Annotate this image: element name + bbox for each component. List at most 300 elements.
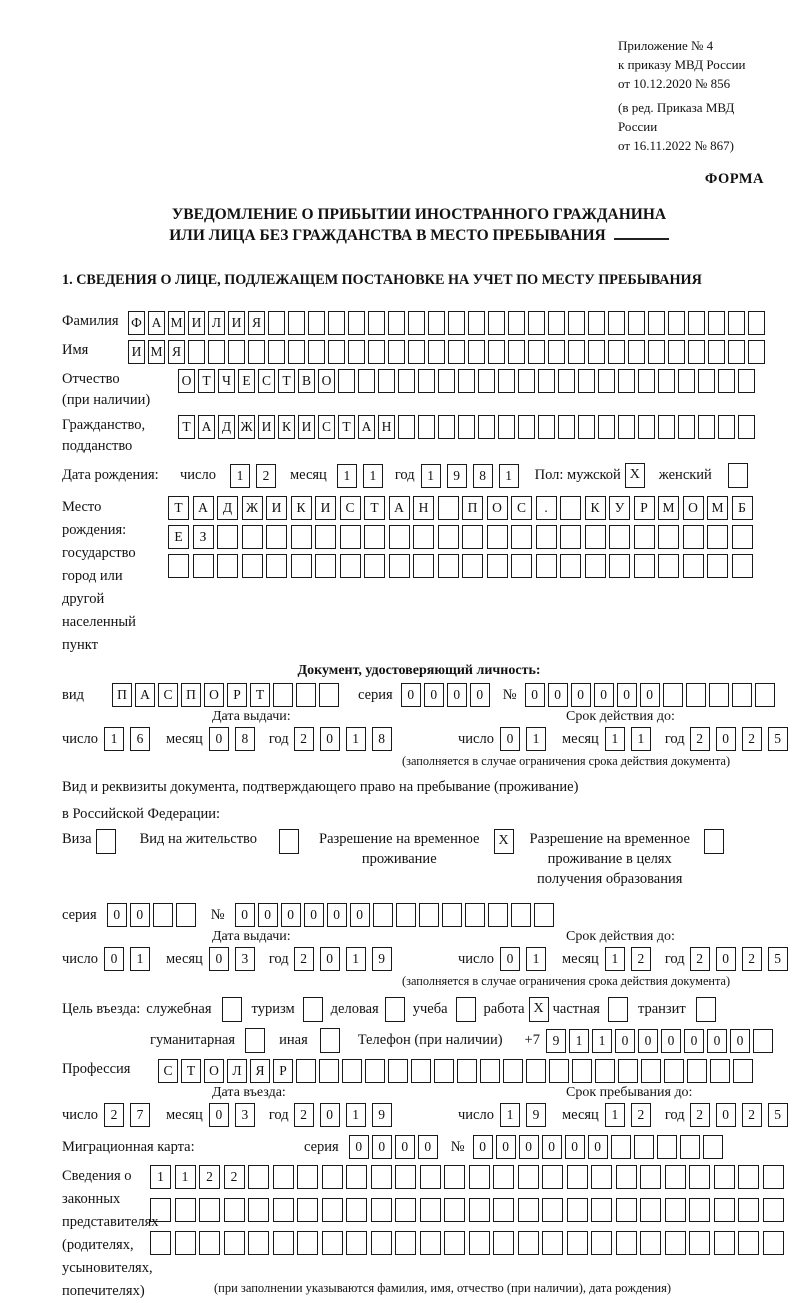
- char-box[interactable]: [528, 311, 545, 335]
- char-box[interactable]: [342, 1059, 362, 1083]
- char-box[interactable]: 2: [742, 1103, 762, 1127]
- char-box[interactable]: Т: [198, 369, 215, 393]
- char-box[interactable]: [428, 340, 445, 364]
- char-box[interactable]: А: [358, 415, 375, 439]
- purpose-tranzit-checkbox[interactable]: [696, 997, 716, 1022]
- char-box[interactable]: 1: [230, 464, 250, 488]
- char-box[interactable]: 0: [209, 1103, 229, 1127]
- char-box[interactable]: [493, 1231, 514, 1255]
- char-box[interactable]: Я: [250, 1059, 270, 1083]
- char-box[interactable]: [708, 311, 725, 335]
- purpose-gumanitarnaya-checkbox[interactable]: [245, 1028, 265, 1053]
- char-box[interactable]: 1: [526, 727, 546, 751]
- char-box[interactable]: [288, 311, 305, 335]
- residence-permit-checkbox[interactable]: [279, 829, 299, 854]
- char-box[interactable]: [609, 554, 630, 578]
- visa-checkbox[interactable]: [96, 829, 116, 854]
- char-box[interactable]: Ч: [218, 369, 235, 393]
- char-box[interactable]: [708, 340, 725, 364]
- char-box[interactable]: [248, 1165, 269, 1189]
- char-box[interactable]: [478, 415, 495, 439]
- char-box[interactable]: [648, 340, 665, 364]
- char-box[interactable]: Д: [218, 415, 235, 439]
- purpose-sluzhebnaya-checkbox[interactable]: [222, 997, 242, 1022]
- char-box[interactable]: [518, 1198, 539, 1222]
- char-box[interactable]: С: [158, 683, 178, 707]
- char-box[interactable]: [511, 554, 532, 578]
- char-box[interactable]: [548, 340, 565, 364]
- char-box[interactable]: 2: [104, 1103, 124, 1127]
- char-box[interactable]: [498, 415, 515, 439]
- char-box[interactable]: 0: [588, 1135, 608, 1159]
- char-box[interactable]: Ф: [128, 311, 145, 335]
- char-box[interactable]: П: [181, 683, 201, 707]
- char-box[interactable]: 1: [605, 1103, 625, 1127]
- char-box[interactable]: 5: [768, 947, 788, 971]
- char-box[interactable]: 2: [199, 1165, 220, 1189]
- char-box[interactable]: [273, 1198, 294, 1222]
- char-box[interactable]: [395, 1231, 416, 1255]
- char-box[interactable]: [248, 1231, 269, 1255]
- char-box[interactable]: [348, 311, 365, 335]
- char-box[interactable]: [568, 340, 585, 364]
- char-box[interactable]: [288, 340, 305, 364]
- char-box[interactable]: [297, 1198, 318, 1222]
- char-box[interactable]: [442, 903, 462, 927]
- char-box[interactable]: [634, 554, 655, 578]
- char-box[interactable]: [658, 415, 675, 439]
- char-box[interactable]: [748, 311, 765, 335]
- char-box[interactable]: 0: [104, 947, 124, 971]
- char-box[interactable]: [328, 311, 345, 335]
- char-box[interactable]: [640, 1165, 661, 1189]
- char-box[interactable]: [560, 525, 581, 549]
- char-box[interactable]: [493, 1165, 514, 1189]
- temp-permit-edu-checkbox[interactable]: [704, 829, 724, 854]
- char-box[interactable]: [689, 1231, 710, 1255]
- char-box[interactable]: [611, 1135, 631, 1159]
- char-box[interactable]: [668, 340, 685, 364]
- char-box[interactable]: [658, 525, 679, 549]
- sex-female-checkbox[interactable]: [728, 463, 748, 488]
- char-box[interactable]: Л: [208, 311, 225, 335]
- char-box[interactable]: [728, 340, 745, 364]
- char-box[interactable]: 0: [496, 1135, 516, 1159]
- char-box[interactable]: [641, 1059, 661, 1083]
- char-box[interactable]: [714, 1165, 735, 1189]
- char-box[interactable]: [664, 1059, 684, 1083]
- char-box[interactable]: [444, 1198, 465, 1222]
- char-box[interactable]: [738, 1231, 759, 1255]
- char-box[interactable]: Я: [168, 340, 185, 364]
- char-box[interactable]: 0: [500, 727, 520, 751]
- char-box[interactable]: С: [340, 496, 361, 520]
- char-box[interactable]: И: [128, 340, 145, 364]
- char-box[interactable]: [364, 554, 385, 578]
- char-box[interactable]: [738, 415, 755, 439]
- char-box[interactable]: О: [204, 683, 224, 707]
- char-box[interactable]: [665, 1198, 686, 1222]
- char-box[interactable]: [291, 554, 312, 578]
- char-box[interactable]: [322, 1165, 343, 1189]
- char-box[interactable]: [686, 683, 706, 707]
- char-box[interactable]: [738, 1198, 759, 1222]
- char-box[interactable]: [428, 311, 445, 335]
- char-box[interactable]: [707, 554, 728, 578]
- char-box[interactable]: 0: [209, 727, 229, 751]
- char-box[interactable]: [616, 1165, 637, 1189]
- char-box[interactable]: [487, 525, 508, 549]
- char-box[interactable]: М: [658, 496, 679, 520]
- char-box[interactable]: [308, 311, 325, 335]
- char-box[interactable]: 2: [294, 1103, 314, 1127]
- sex-male-checkbox[interactable]: X: [625, 463, 645, 488]
- char-box[interactable]: [175, 1198, 196, 1222]
- char-box[interactable]: 0: [320, 947, 340, 971]
- char-box[interactable]: [683, 554, 704, 578]
- char-box[interactable]: [678, 369, 695, 393]
- char-box[interactable]: Т: [181, 1059, 201, 1083]
- char-box[interactable]: [618, 1059, 638, 1083]
- char-box[interactable]: 8: [473, 464, 493, 488]
- char-box[interactable]: [315, 554, 336, 578]
- char-box[interactable]: К: [291, 496, 312, 520]
- char-box[interactable]: [578, 369, 595, 393]
- char-box[interactable]: [458, 415, 475, 439]
- char-box[interactable]: [462, 525, 483, 549]
- char-box[interactable]: 0: [661, 1029, 681, 1053]
- char-box[interactable]: [388, 340, 405, 364]
- char-box[interactable]: 2: [631, 1103, 651, 1127]
- char-box[interactable]: Л: [227, 1059, 247, 1083]
- char-box[interactable]: [308, 340, 325, 364]
- char-box[interactable]: [718, 415, 735, 439]
- char-box[interactable]: [217, 525, 238, 549]
- char-box[interactable]: [444, 1165, 465, 1189]
- char-box[interactable]: [199, 1198, 220, 1222]
- char-box[interactable]: [248, 1198, 269, 1222]
- char-box[interactable]: 1: [500, 1103, 520, 1127]
- char-box[interactable]: [188, 340, 205, 364]
- char-box[interactable]: 0: [372, 1135, 392, 1159]
- char-box[interactable]: 1: [363, 464, 383, 488]
- char-box[interactable]: [526, 1059, 546, 1083]
- char-box[interactable]: 2: [224, 1165, 245, 1189]
- char-box[interactable]: [488, 311, 505, 335]
- char-box[interactable]: [528, 340, 545, 364]
- char-box[interactable]: [511, 525, 532, 549]
- char-box[interactable]: 2: [294, 947, 314, 971]
- purpose-turizm-checkbox[interactable]: [303, 997, 323, 1022]
- char-box[interactable]: 0: [500, 947, 520, 971]
- char-box[interactable]: [368, 311, 385, 335]
- char-box[interactable]: И: [298, 415, 315, 439]
- char-box[interactable]: [395, 1198, 416, 1222]
- char-box[interactable]: Е: [238, 369, 255, 393]
- char-box[interactable]: 0: [395, 1135, 415, 1159]
- char-box[interactable]: Т: [278, 369, 295, 393]
- char-box[interactable]: П: [462, 496, 483, 520]
- char-box[interactable]: [698, 415, 715, 439]
- char-box[interactable]: [518, 415, 535, 439]
- char-box[interactable]: 0: [571, 683, 591, 707]
- char-box[interactable]: 1: [526, 947, 546, 971]
- char-box[interactable]: [714, 1231, 735, 1255]
- char-box[interactable]: 9: [447, 464, 467, 488]
- char-box[interactable]: [348, 340, 365, 364]
- char-box[interactable]: [538, 415, 555, 439]
- char-box[interactable]: [755, 683, 775, 707]
- char-box[interactable]: [508, 311, 525, 335]
- char-box[interactable]: 2: [256, 464, 276, 488]
- purpose-rabota-checkbox[interactable]: X: [529, 997, 549, 1022]
- char-box[interactable]: [598, 369, 615, 393]
- char-box[interactable]: Р: [634, 496, 655, 520]
- char-box[interactable]: [508, 340, 525, 364]
- char-box[interactable]: 0: [418, 1135, 438, 1159]
- char-box[interactable]: [710, 1059, 730, 1083]
- char-box[interactable]: 0: [281, 903, 301, 927]
- char-box[interactable]: 8: [372, 727, 392, 751]
- char-box[interactable]: 8: [235, 727, 255, 751]
- char-box[interactable]: 5: [768, 1103, 788, 1127]
- char-box[interactable]: С: [158, 1059, 178, 1083]
- char-box[interactable]: [588, 340, 605, 364]
- char-box[interactable]: [628, 311, 645, 335]
- char-box[interactable]: К: [278, 415, 295, 439]
- char-box[interactable]: В: [298, 369, 315, 393]
- char-box[interactable]: [340, 525, 361, 549]
- char-box[interactable]: 1: [499, 464, 519, 488]
- char-box[interactable]: [296, 683, 316, 707]
- char-box[interactable]: Ж: [242, 496, 263, 520]
- char-box[interactable]: [273, 1231, 294, 1255]
- char-box[interactable]: 0: [424, 683, 444, 707]
- purpose-inaya-checkbox[interactable]: [320, 1028, 340, 1053]
- char-box[interactable]: 0: [730, 1029, 750, 1053]
- char-box[interactable]: 9: [372, 1103, 392, 1127]
- char-box[interactable]: 1: [605, 727, 625, 751]
- char-box[interactable]: [663, 683, 683, 707]
- char-box[interactable]: [322, 1231, 343, 1255]
- char-box[interactable]: Ж: [238, 415, 255, 439]
- char-box[interactable]: [732, 554, 753, 578]
- char-box[interactable]: [567, 1198, 588, 1222]
- char-box[interactable]: [588, 311, 605, 335]
- char-box[interactable]: [388, 1059, 408, 1083]
- char-box[interactable]: [368, 340, 385, 364]
- char-box[interactable]: 0: [209, 947, 229, 971]
- char-box[interactable]: [536, 525, 557, 549]
- char-box[interactable]: [315, 525, 336, 549]
- char-box[interactable]: 1: [175, 1165, 196, 1189]
- char-box[interactable]: [683, 525, 704, 549]
- char-box[interactable]: [340, 554, 361, 578]
- char-box[interactable]: [640, 1231, 661, 1255]
- char-box[interactable]: 2: [742, 727, 762, 751]
- char-box[interactable]: 0: [640, 683, 660, 707]
- char-box[interactable]: 0: [542, 1135, 562, 1159]
- temp-permit-checkbox[interactable]: X: [494, 829, 514, 854]
- char-box[interactable]: М: [148, 340, 165, 364]
- char-box[interactable]: [638, 415, 655, 439]
- char-box[interactable]: [668, 311, 685, 335]
- char-box[interactable]: 3: [235, 947, 255, 971]
- char-box[interactable]: [297, 1231, 318, 1255]
- char-box[interactable]: .: [536, 496, 557, 520]
- char-box[interactable]: [365, 1059, 385, 1083]
- char-box[interactable]: [175, 1231, 196, 1255]
- char-box[interactable]: [468, 340, 485, 364]
- char-box[interactable]: [448, 311, 465, 335]
- char-box[interactable]: [418, 415, 435, 439]
- char-box[interactable]: 1: [421, 464, 441, 488]
- char-box[interactable]: [493, 1198, 514, 1222]
- char-box[interactable]: [763, 1231, 784, 1255]
- char-box[interactable]: О: [204, 1059, 224, 1083]
- char-box[interactable]: 0: [470, 683, 490, 707]
- char-box[interactable]: [444, 1231, 465, 1255]
- char-box[interactable]: [560, 496, 581, 520]
- char-box[interactable]: [665, 1165, 686, 1189]
- char-box[interactable]: [568, 311, 585, 335]
- char-box[interactable]: 1: [130, 947, 150, 971]
- char-box[interactable]: 1: [346, 1103, 366, 1127]
- char-box[interactable]: [346, 1231, 367, 1255]
- char-box[interactable]: [438, 554, 459, 578]
- char-box[interactable]: З: [193, 525, 214, 549]
- char-box[interactable]: [609, 525, 630, 549]
- char-box[interactable]: [549, 1059, 569, 1083]
- char-box[interactable]: [616, 1198, 637, 1222]
- char-box[interactable]: Е: [168, 525, 189, 549]
- char-box[interactable]: 1: [104, 727, 124, 751]
- char-box[interactable]: [478, 369, 495, 393]
- char-box[interactable]: 0: [320, 1103, 340, 1127]
- char-box[interactable]: 0: [525, 683, 545, 707]
- char-box[interactable]: [322, 1198, 343, 1222]
- char-box[interactable]: С: [511, 496, 532, 520]
- char-box[interactable]: [168, 554, 189, 578]
- char-box[interactable]: [346, 1198, 367, 1222]
- char-box[interactable]: О: [487, 496, 508, 520]
- char-box[interactable]: [462, 554, 483, 578]
- char-box[interactable]: С: [318, 415, 335, 439]
- char-box[interactable]: [176, 903, 196, 927]
- char-box[interactable]: 0: [638, 1029, 658, 1053]
- char-box[interactable]: [657, 1135, 677, 1159]
- char-box[interactable]: [398, 369, 415, 393]
- char-box[interactable]: 2: [742, 947, 762, 971]
- char-box[interactable]: [150, 1198, 171, 1222]
- char-box[interactable]: [419, 903, 439, 927]
- char-box[interactable]: М: [168, 311, 185, 335]
- char-box[interactable]: 0: [130, 903, 150, 927]
- char-box[interactable]: 0: [615, 1029, 635, 1053]
- char-box[interactable]: 0: [349, 1135, 369, 1159]
- char-box[interactable]: 6: [130, 727, 150, 751]
- char-box[interactable]: [591, 1198, 612, 1222]
- char-box[interactable]: [273, 1165, 294, 1189]
- char-box[interactable]: 0: [107, 903, 127, 927]
- char-box[interactable]: 1: [337, 464, 357, 488]
- char-box[interactable]: [408, 340, 425, 364]
- char-box[interactable]: [438, 525, 459, 549]
- char-box[interactable]: [396, 903, 416, 927]
- char-box[interactable]: [319, 1059, 339, 1083]
- char-box[interactable]: 0: [447, 683, 467, 707]
- char-box[interactable]: 0: [258, 903, 278, 927]
- char-box[interactable]: 7: [130, 1103, 150, 1127]
- char-box[interactable]: [608, 311, 625, 335]
- char-box[interactable]: 0: [320, 727, 340, 751]
- char-box[interactable]: 2: [690, 1103, 710, 1127]
- char-box[interactable]: [389, 525, 410, 549]
- char-box[interactable]: [297, 1165, 318, 1189]
- char-box[interactable]: [411, 1059, 431, 1083]
- char-box[interactable]: Н: [413, 496, 434, 520]
- char-box[interactable]: 0: [707, 1029, 727, 1053]
- char-box[interactable]: [753, 1029, 773, 1053]
- purpose-delovaya-checkbox[interactable]: [385, 997, 405, 1022]
- char-box[interactable]: [585, 525, 606, 549]
- char-box[interactable]: [714, 1198, 735, 1222]
- char-box[interactable]: [398, 415, 415, 439]
- char-box[interactable]: 9: [546, 1029, 566, 1053]
- char-box[interactable]: [738, 1165, 759, 1189]
- char-box[interactable]: [469, 1198, 490, 1222]
- char-box[interactable]: [618, 415, 635, 439]
- char-box[interactable]: Я: [248, 311, 265, 335]
- char-box[interactable]: [738, 369, 755, 393]
- char-box[interactable]: [346, 1165, 367, 1189]
- char-box[interactable]: А: [135, 683, 155, 707]
- char-box[interactable]: [358, 369, 375, 393]
- char-box[interactable]: [371, 1231, 392, 1255]
- char-box[interactable]: [420, 1165, 441, 1189]
- char-box[interactable]: [542, 1231, 563, 1255]
- char-box[interactable]: А: [193, 496, 214, 520]
- char-box[interactable]: П: [112, 683, 132, 707]
- char-box[interactable]: 3: [235, 1103, 255, 1127]
- char-box[interactable]: [242, 554, 263, 578]
- char-box[interactable]: [420, 1231, 441, 1255]
- char-box[interactable]: [763, 1165, 784, 1189]
- char-box[interactable]: О: [318, 369, 335, 393]
- char-box[interactable]: [732, 525, 753, 549]
- char-box[interactable]: [538, 369, 555, 393]
- char-box[interactable]: У: [609, 496, 630, 520]
- char-box[interactable]: [268, 311, 285, 335]
- char-box[interactable]: [707, 525, 728, 549]
- char-box[interactable]: [413, 525, 434, 549]
- char-box[interactable]: [413, 554, 434, 578]
- char-box[interactable]: 1: [346, 947, 366, 971]
- char-box[interactable]: [618, 369, 635, 393]
- char-box[interactable]: [733, 1059, 753, 1083]
- char-box[interactable]: [487, 554, 508, 578]
- char-box[interactable]: [371, 1198, 392, 1222]
- char-box[interactable]: [248, 340, 265, 364]
- char-box[interactable]: О: [178, 369, 195, 393]
- char-box[interactable]: [748, 340, 765, 364]
- char-box[interactable]: М: [707, 496, 728, 520]
- char-box[interactable]: Т: [364, 496, 385, 520]
- char-box[interactable]: [578, 415, 595, 439]
- char-box[interactable]: [634, 525, 655, 549]
- char-box[interactable]: [224, 1231, 245, 1255]
- char-box[interactable]: Р: [227, 683, 247, 707]
